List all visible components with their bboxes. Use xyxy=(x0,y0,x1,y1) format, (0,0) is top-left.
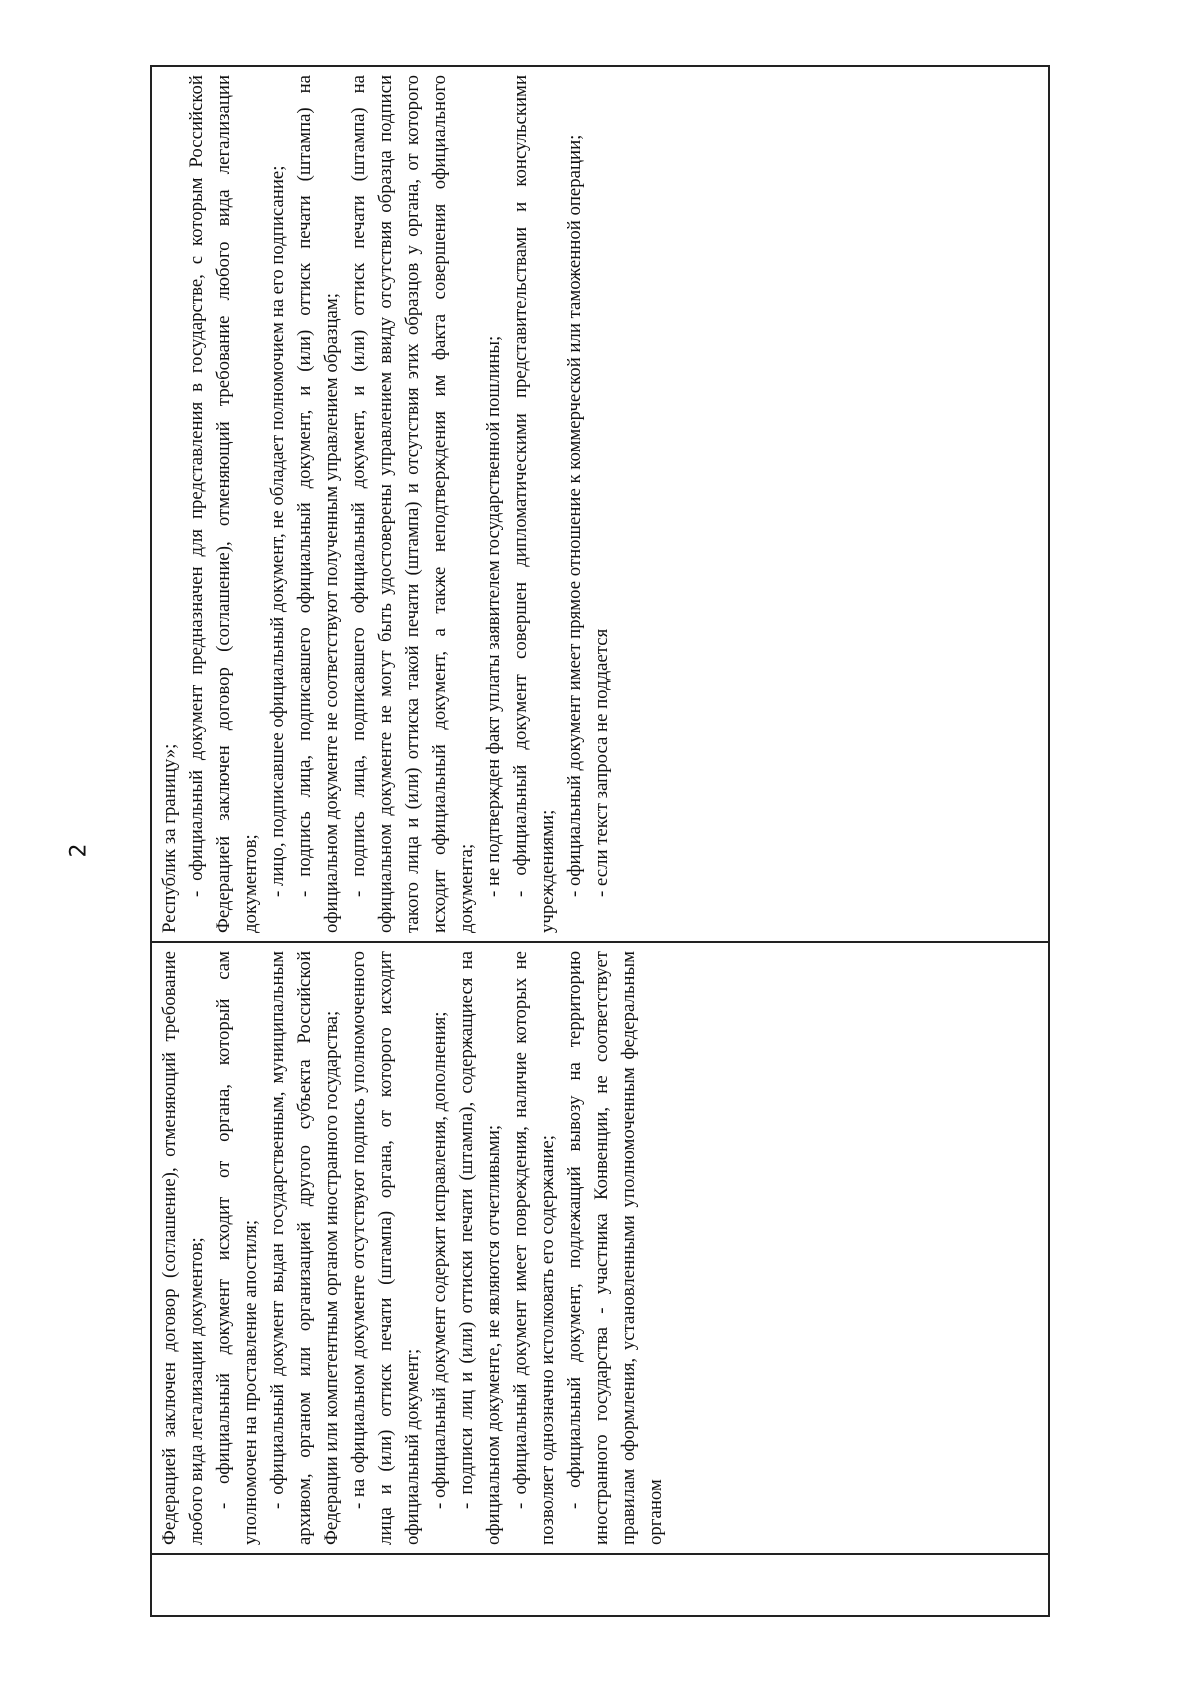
paragraph: - подписи лиц и (или) оттиски печати (штампа), содержащиеся на официальном документе, не являются отчетливыми; xyxy=(456,951,504,1545)
paragraph: - на официальном документе отсутствуют подпись уполномоченного лица и (или) оттиск печати (штампа) органа, от которого исходит официальный документ; xyxy=(348,951,423,1545)
paragraph: - официальный документ, подлежащий вывозу на территорию иностранного государства - участника Конвенции, не соответствует правилам оформления, установленными уполномоченным федеральным органом xyxy=(564,951,666,1545)
table-cell-grounds-right xyxy=(151,66,1049,942)
paragraph: - если текст запроса не поддается xyxy=(591,628,612,897)
paragraph: Республик за границу»; xyxy=(159,743,180,933)
paragraph: - официальный документ имеет повреждения, наличие которых не позволяет однозначно истолковать его содержание; xyxy=(510,951,558,1545)
paragraph: - лицо, подписавшее официальный документ, не обладает полномочием на его подписание; xyxy=(267,165,288,897)
paragraph: Федерацией заключен договор (соглашение), отменяющий требование любого вида легализации документов; xyxy=(159,951,207,1545)
paragraph: - официальный документ совершен дипломатическими представительствами и консульскими учреждениями; xyxy=(510,75,558,933)
paragraph: - официальный документ имеет прямое отношение к коммерческой или таможенной операции; xyxy=(564,134,585,897)
paragraph: - официальный документ содержит исправления, дополнения; xyxy=(429,1011,450,1509)
paragraph: - официальный документ исходит от органа, который сам уполномочен на проставление апостиля; xyxy=(213,951,261,1545)
paragraph: - официальный документ предназначен для представления в государстве, с которым Российской Федерацией заключен договор (соглашение), отменяющий требование любого вида легализации документов; xyxy=(186,75,261,933)
table-row xyxy=(151,66,1049,1616)
paragraph: - подпись лица, подписавшего официальный документ, и (или) оттиск печати (штампа) на официальном документе не соответствуют полученным управлением образцам; xyxy=(294,75,342,933)
rotated-table-container xyxy=(150,67,1050,1617)
paragraph: - подпись лица, подписавшего официальный документ, и (или) оттиск печати (штампа) на официальном документе не могут быть удостоверены управлением ввиду отсутствия образца подписи такого лица и (или) оттиска такой печати (штампа) и отсутствия этих образцов у органа, от которого исходит официальный документ, а также неподтверждения им факта совершения официального документа; xyxy=(348,75,477,933)
page-number: 2 xyxy=(66,843,92,858)
document-table xyxy=(150,65,1050,1617)
table-cell-empty xyxy=(151,1554,1049,1616)
paragraph: - не подтвержден факт уплаты заявителем государственной пошлины; xyxy=(483,335,504,897)
table-cell-grounds-left xyxy=(151,942,1049,1554)
paragraph: - официальный документ выдан государственным, муниципальным архивом, органом или организацией другого субъекта Российской Федерации или компетентным органом иностранного государства; xyxy=(267,951,342,1545)
